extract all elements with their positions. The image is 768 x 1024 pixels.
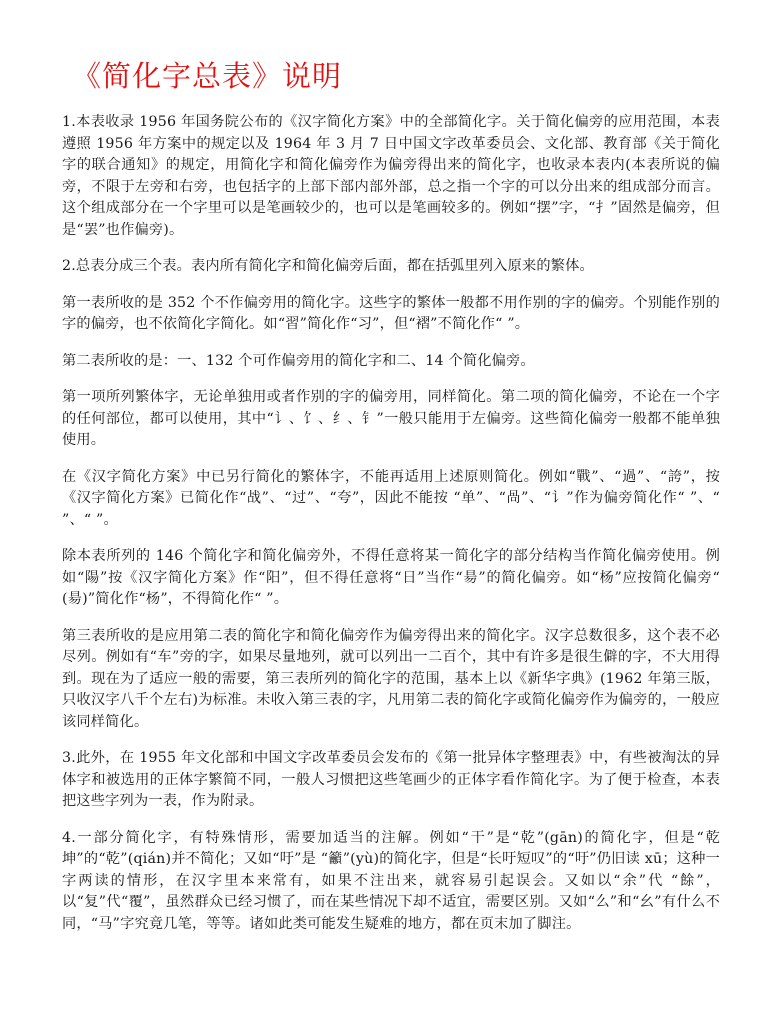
paragraph-restrictions: 除本表所列的 146 个简化字和简化偏旁外，不得任意将某一简化字的部分结构当作简化偏旁使用。例如“陽”按《汉字简化方案》作“阳”，但不得任意将“日”当作“昜”的简化偏旁。如“杨”应按简化偏旁“ (昜)”简化作“杨”，不得简化作“ ”。 (62, 548, 720, 607)
paragraph-exceptions: 在《汉字简化方案》中已另行简化的繁体字，不能再适用上述原则简化。例如“戰”、“過”、“誇”，按《汉字简化方案》已简化作“战”、“过”、“夸”，因此不能按 “单”、“咼”、“讠”作为偏旁简化作“ ”、“ ”、“ ”。 (62, 468, 720, 528)
paragraph-table-1: 第一表所收的是 352 个不作偏旁用的简化字。这些字的繁体一般都不用作别的字的偏旁。个别能作别的字的偏旁，也不依简化字简化。如“習”简化作“习”，但“褶”不简化作“ ”。 (62, 294, 720, 332)
document-title: 《简化字总表》说明 (72, 59, 343, 93)
paragraph-2-structure: 2.总表分成三个表。表内所有简化字和简化偏旁后面，都在括弧里列入原来的繁体。 (62, 258, 594, 274)
paragraph-4-notes: 4.一部分简化字，有特殊情形，需要加适当的注解。例如“干”是“乾”(gān)的简化字，但是“乾坤”的“乾”(qián)并不简化；又如“吁”是 “籲”(yù)的简化字，但是“长吁短叹”的“吁”仍旧读 xū；这种一字两读的情形，在汉字里本来常有，如果不注出来，就容易引起误会。又如以“余”代 “餘”，以“复”代“覆”，虽然群众已经习惯了，而在某些情况下却不适宜，需要区别。又如“么”和“幺”有什么不同，“马”字究竟几笔，等等。诸如此类可能发生疑难的地方，都在页末加了脚注。 (62, 829, 720, 932)
paragraph-table-3: 第三表所收的是应用第二表的简化字和简化偏旁作为偏旁得出来的简化字。汉字总数很多，这个表不必尽列。例如有“车”旁的字，如果尽量地列，就可以列出一二百个，其中有许多是很生僻的字，不大用得到。现在为了适应一般的需要，第三表所列的简化字的范围，基本上以《新华字典》(1962 年第三版，只收汉字八千个左右)为标准。未收入第三表的字，凡用第二表的简化字或简化偏旁作为偏旁的，一般应该同样简化。 (62, 627, 720, 730)
paragraph-3-appendix: 3.此外，在 1955 年文化部和中国文字改革委员会发布的《第一批异体字整理表》中，有些被淘汰的异体字和被选用的正体字繁简不同，一般人习惯把这些笔画少的正体字看作简化字。为了便于检查，本表把这些字列为一表，作为附录。 (62, 750, 720, 809)
paragraph-1-scope: 1.本表收录 1956 年国务院公布的《汉字简化方案》中的全部简化字。关于简化偏旁的应用范围，本表遵照 1956 年方案中的规定以及 1964 年 3 月 7 日中国文字改革委员会、文化部、教育部《关于简化字的联合通知》的规定，用简化字和简化偏旁作为偏旁得出来的简化字，也收录本表内(本表所说的偏旁，不限于左旁和右旁，也包括字的上部下部内部外部，总之指一个字的可以分出来的组成部分而言。这个组成部分在一个字里可以是笔画较少的，也可以是笔画较多的。例如“摆”字，“扌”固然是偏旁，但是“罢”也作偏旁)。 (62, 114, 720, 238)
paragraph-table-2: 第二表所收的是：一、132 个可作偏旁用的简化字和二、14 个简化偏旁。 (62, 352, 535, 369)
paragraph-table-2-items: 第一项所列繁体字，无论单独用或者作别的字的偏旁用，同样简化。第二项的简化偏旁，不论在一个字的任何部位，都可以使用，其中“讠、饣、纟、钅”一般只能用于左偏旁。这些简化偏旁一般都不能单独使用。 (62, 389, 720, 448)
